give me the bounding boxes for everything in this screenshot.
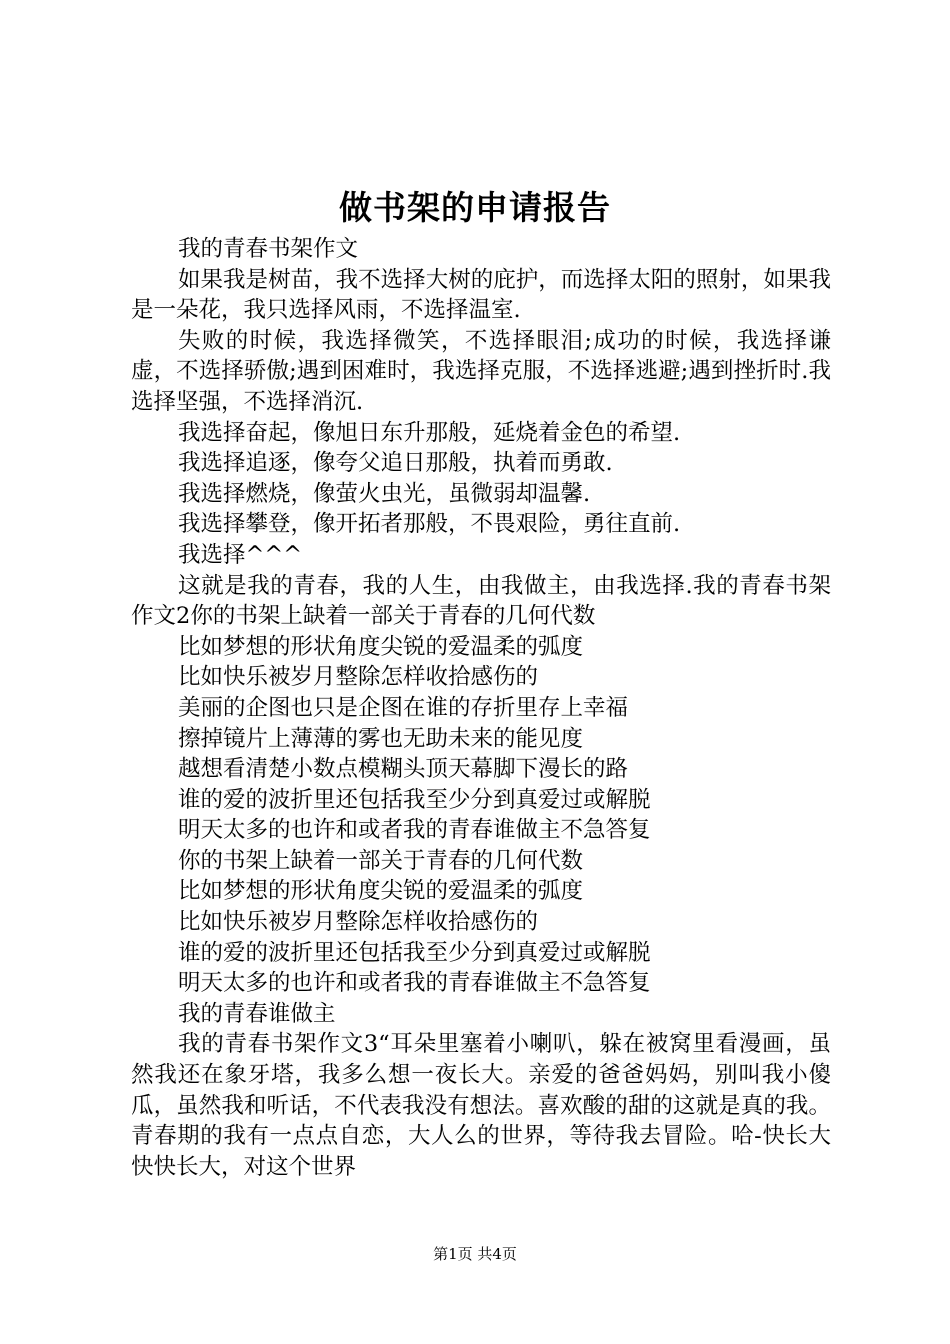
paragraph: 明天太多的也许和或者我的青春谁做主不急答复 bbox=[178, 817, 651, 844]
paragraph: 谁的爱的波折里还包括我至少分到真爱过或解脱 bbox=[178, 939, 651, 966]
paragraph: 失败的时候，我选择微笑，不选择眼泪;成功的时候，我选择谦虚，不选择骄傲;遇到困难时，我选择克服，不选择逃避;遇到挫折时.我选择坚强，不选择消沉. bbox=[131, 327, 831, 415]
page-footer: 第1页 共4页 bbox=[433, 1245, 517, 1263]
paragraph: 我选择燃烧，像萤火虫光，虽微弱却温馨. bbox=[178, 480, 591, 507]
paragraph: 比如快乐被岁月整除怎样收拾感伤的 bbox=[178, 664, 539, 691]
paragraph: 比如梦想的形状角度尖锐的爱温柔的弧度 bbox=[178, 633, 584, 660]
paragraph: 我选择攀登，像开拓者那般，不畏艰险，勇往直前. bbox=[178, 511, 681, 538]
paragraph: 擦掉镜片上薄薄的雾也无助未来的能见度 bbox=[178, 725, 584, 752]
paragraph: 我的青春书架作文3“耳朵里塞着小喇叭，躲在被窝里看漫画，虽然我还在象牙塔，我多么想一夜长大。亲爱的爸爸妈妈，别叫我小傻瓜，虽然我和听话，不代表我没有想法。喜欢酸的甜的这就是真的我。青春期的我有一点点自恋，大人么的世界，等待我去冒险。哈-快长大快快长大，对这个世界 bbox=[131, 1031, 831, 1180]
paragraph: 越想看清楚小数点模糊头顶天幕脚下漫长的路 bbox=[178, 756, 629, 783]
paragraph: 我的青春书架作文 bbox=[178, 236, 359, 262]
paragraph: 如果我是树苗，我不选择大树的庇护，而选择太阳的照射，如果我是一朵花，我只选择风雨，不选择温室. bbox=[131, 266, 831, 324]
document-body bbox=[131, 234, 831, 1182]
paragraph: 我选择^^^ bbox=[178, 541, 303, 568]
paragraph: 我选择追逐，像夸父追日那般，执着而勇敢. bbox=[178, 450, 613, 477]
paragraph: 明天太多的也许和或者我的青春谁做主不急答复 bbox=[178, 970, 651, 997]
paragraph: 我的青春谁做主 bbox=[178, 1000, 336, 1027]
paragraph: 你的书架上缺着一部关于青春的几何代数 bbox=[178, 847, 584, 874]
paragraph: 我选择奋起，像旭日东升那般，延烧着金色的希望. bbox=[178, 419, 681, 446]
paragraph: 比如梦想的形状角度尖锐的爱温柔的弧度 bbox=[178, 878, 584, 905]
paragraph: 比如快乐被岁月整除怎样收拾感伤的 bbox=[178, 909, 539, 936]
paragraph: 这就是我的青春，我的人生，由我做主，由我选择.我的青春书架作文2你的书架上缺着一部关于青春的几何代数 bbox=[131, 572, 831, 630]
document-title: 做书架的申请报告 bbox=[339, 188, 611, 227]
paragraph: 美丽的企图也只是企图在谁的存折里存上幸福 bbox=[178, 694, 629, 721]
paragraph: 谁的爱的波折里还包括我至少分到真爱过或解脱 bbox=[178, 786, 651, 813]
